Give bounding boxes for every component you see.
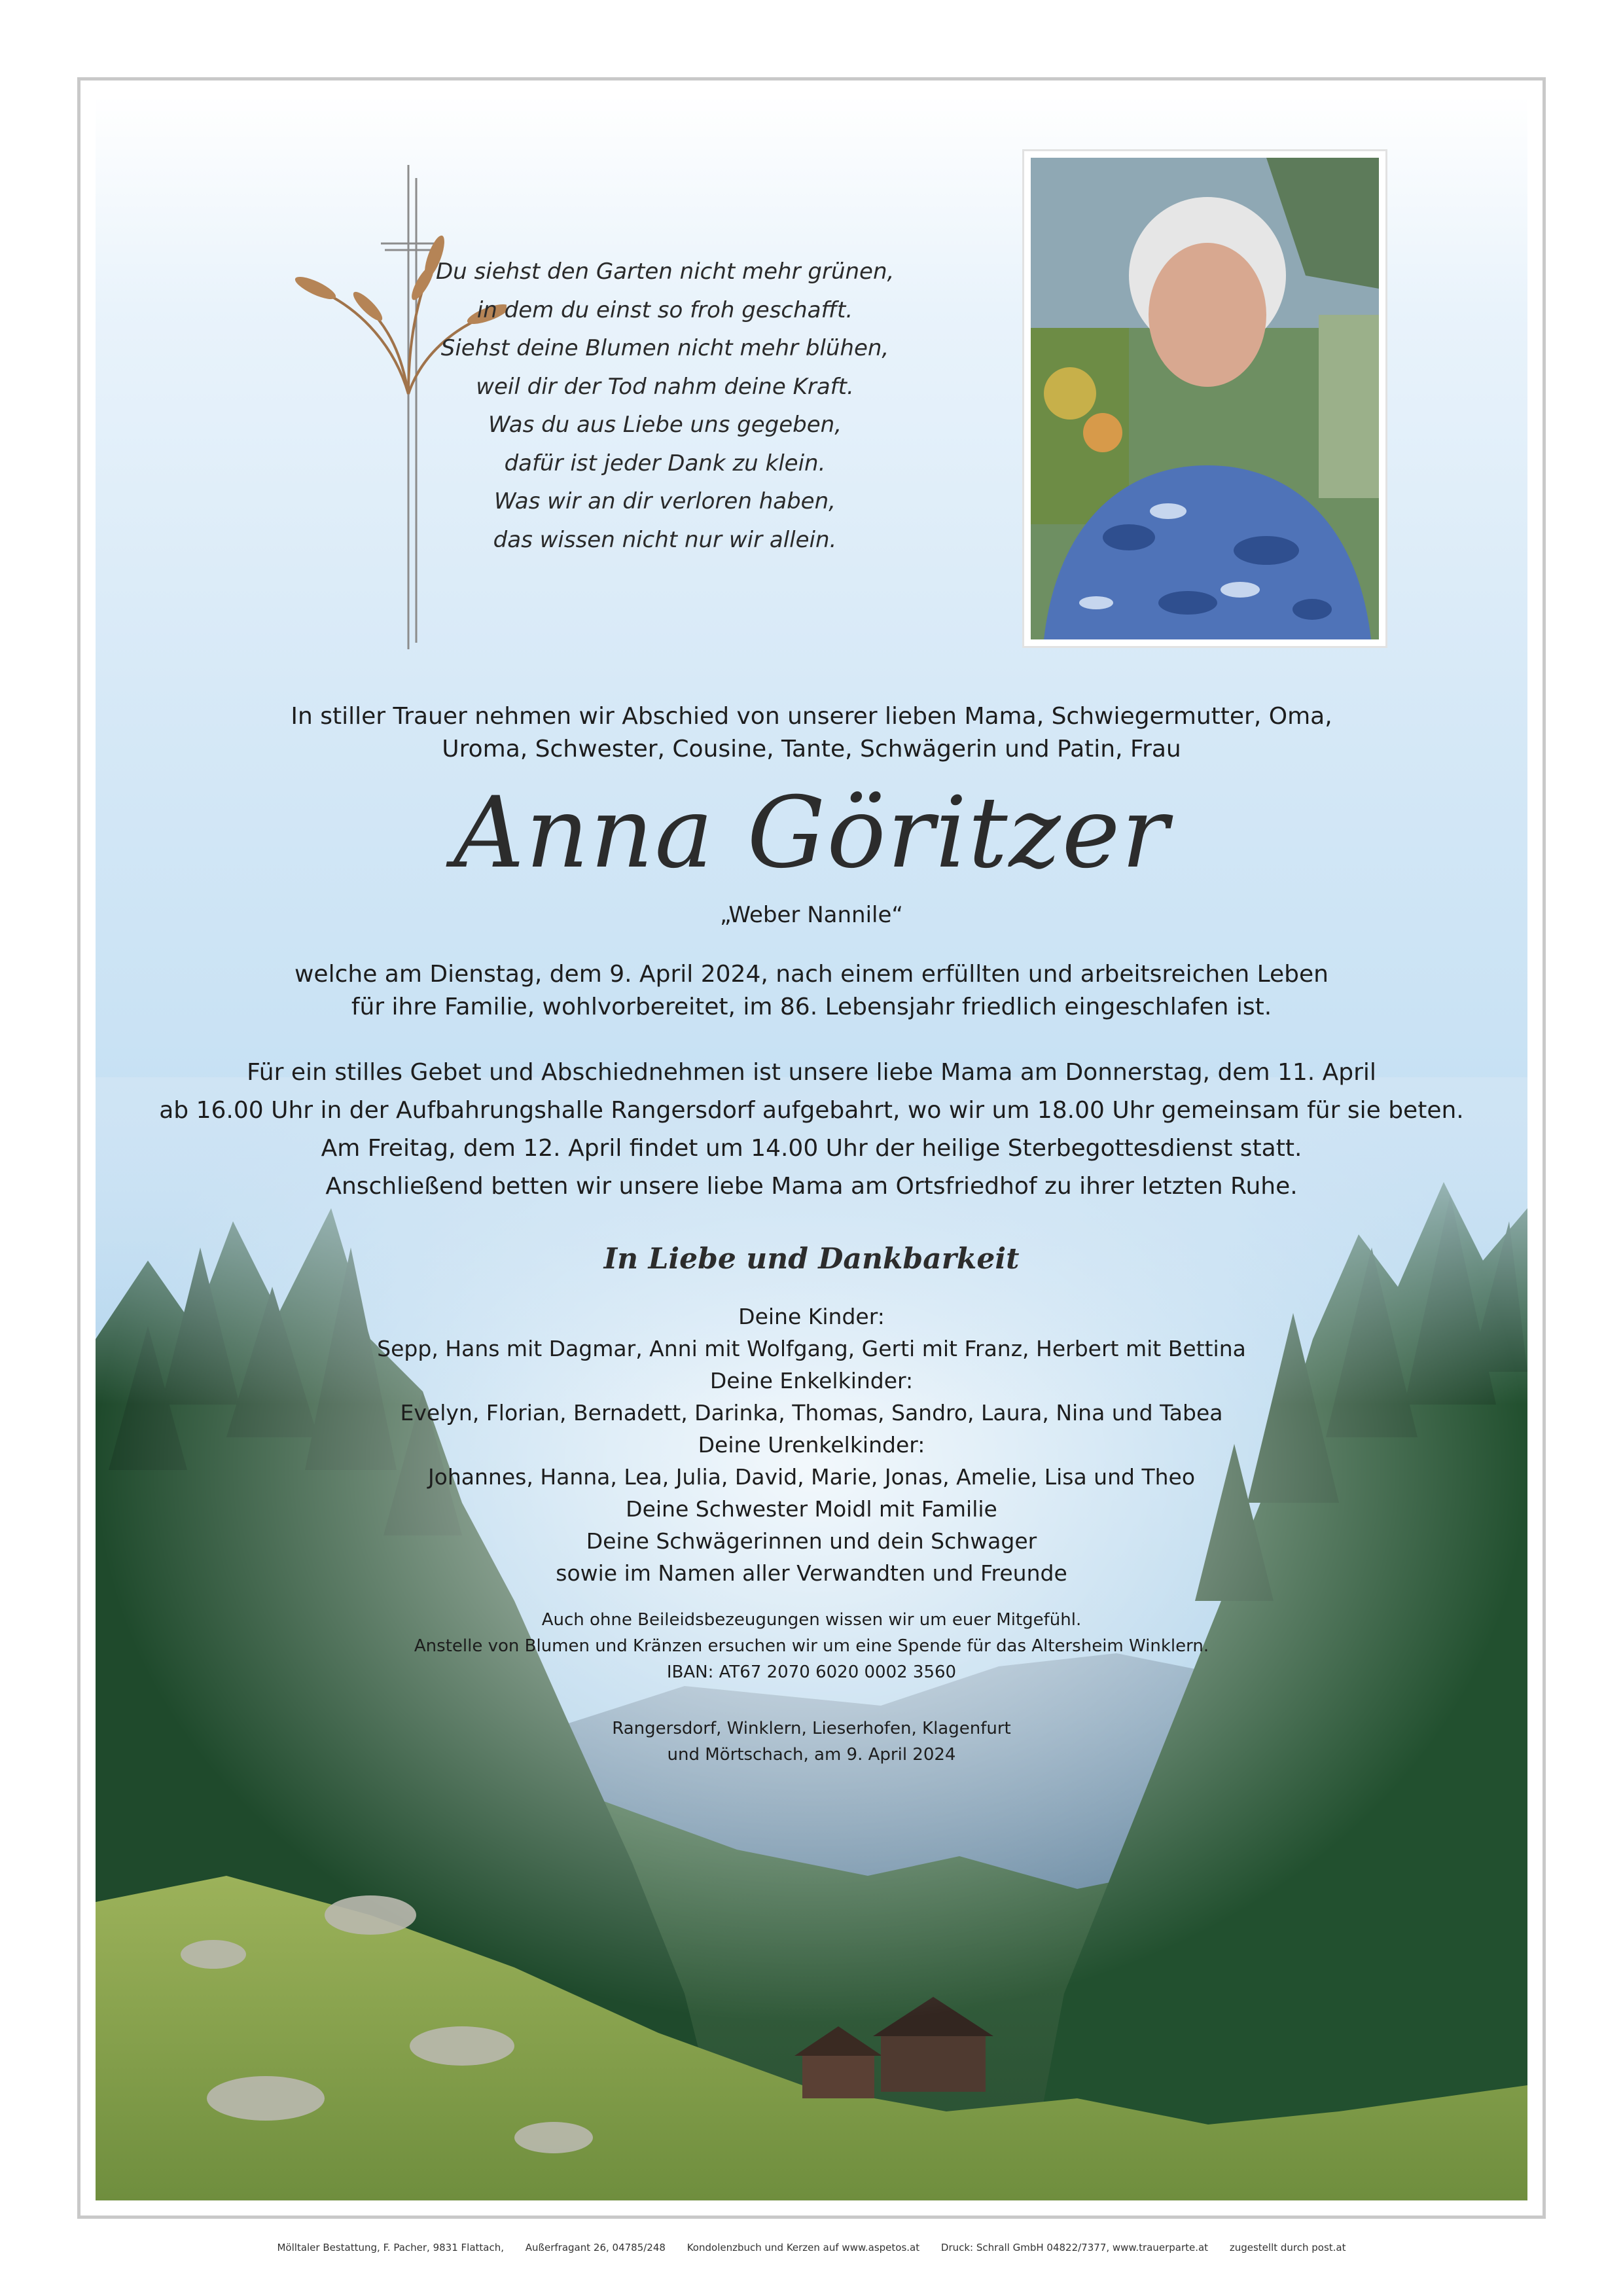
- ceremony-line: Am Freitag, dem 12. April findet um 14.00 Uhr der heilige Sterbegottesdienst statt.: [321, 1135, 1302, 1162]
- family-line: Evelyn, Florian, Bernadett, Darinka, Thomas, Sandro, Laura, Nina und Tabea: [400, 1400, 1223, 1426]
- poem-line: Siehst deine Blumen nicht mehr blühen,: [440, 335, 889, 361]
- note-line: Auch ohne Beileidsbezeugungen wissen wir um euer Mitgefühl.: [541, 1610, 1082, 1630]
- footer-item: Mölltaler Bestattung, F. Pacher, 9831 Flattach,: [277, 2242, 504, 2253]
- ceremony-line: Anschließend betten wir unsere liebe Mama am Ortsfriedhof zu ihrer letzten Ruhe.: [325, 1173, 1298, 1200]
- family-line: Deine Urenkelkinder:: [698, 1432, 925, 1458]
- family-line: Deine Schwägerinnen und dein Schwager: [586, 1528, 1037, 1554]
- footer-imprint: [0, 2242, 1623, 2253]
- ceremony-line: ab 16.00 Uhr in der Aufbahrungshalle Rangersdorf aufgebahrt, wo wir um 18.00 Uhr gemeinsam für sie beten.: [159, 1097, 1464, 1124]
- places-date-line: und Mörtschach, am 9. April 2024: [667, 1745, 956, 1765]
- footer-item: Außerfragant 26, 04785/248: [525, 2242, 666, 2253]
- footer-item: zugestellt durch post.at: [1229, 2242, 1346, 2253]
- poem-line: Du siehst den Garten nicht mehr grünen,: [436, 259, 895, 285]
- intro-line: Uroma, Schwester, Cousine, Tante, Schwägerin und Patin, Frau: [442, 736, 1181, 762]
- note-line: Anstelle von Blumen und Kränzen ersuchen wir um eine Spende für das Altersheim Winklern.: [414, 1636, 1209, 1656]
- family-line: Deine Kinder:: [738, 1304, 885, 1329]
- poem: [436, 253, 894, 559]
- death-notice-line: für ihre Familie, wohlvorbereitet, im 86. Lebensjahr friedlich eingeschlafen ist.: [351, 994, 1272, 1020]
- nickname: „Weber Nannile“: [719, 902, 904, 928]
- places-line: Rangersdorf, Winklern, Lieserhofen, Klagenfurt: [612, 1719, 1011, 1738]
- poem-line: das wissen nicht nur wir allein.: [493, 526, 837, 553]
- family-line: Deine Enkelkinder:: [709, 1368, 914, 1393]
- poem-line: dafür ist jeder Dank zu klein.: [504, 450, 826, 476]
- portrait-photo: [1031, 158, 1379, 639]
- poem-line: Was wir an dir verloren haben,: [494, 488, 836, 514]
- family-line: Sepp, Hans mit Dagmar, Anni mit Wolfgang, Gerti mit Franz, Herbert mit Bettina: [377, 1336, 1246, 1361]
- poem-line: Was du aus Liebe uns gegeben,: [488, 412, 842, 438]
- family-line: Deine Schwester Moidl mit Familie: [626, 1496, 997, 1522]
- ceremony-line: Für ein stilles Gebet und Abschiednehmen ist unsere liebe Mama am Donnerstag, dem 11. April: [247, 1059, 1376, 1086]
- poem-line: in dem du einst so froh geschafft.: [476, 296, 853, 323]
- iban-line: IBAN: AT67 2070 6020 0002 3560: [666, 1662, 957, 1682]
- footer-item: Druck: Schrall GmbH 04822/7377, www.trauerparte.at: [940, 2242, 1209, 2253]
- family-line: Johannes, Hanna, Lea, Julia, David, Marie, Jonas, Amelie, Lisa und Theo: [427, 1464, 1196, 1490]
- death-notice-line: welche am Dienstag, dem 9. April 2024, nach einem erfüllten und arbeitsreichen Leben: [294, 961, 1329, 988]
- intro-line: In stiller Trauer nehmen wir Abschied von unserer lieben Mama, Schwiegermutter, Oma,: [291, 703, 1332, 730]
- deceased-name: Anna Göritzer: [453, 776, 1170, 890]
- poem-line: weil dir der Tod nahm deine Kraft.: [476, 373, 854, 400]
- portrait-photo-frame: [1022, 149, 1387, 648]
- obituary-card: [96, 96, 1527, 2200]
- family-line: sowie im Namen aller Verwandten und Freunde: [556, 1560, 1067, 1586]
- closing-heading: In Liebe und Dankbarkeit: [603, 1242, 1020, 1276]
- footer-item: Kondolenzbuch und Kerzen auf www.aspetos.at: [687, 2242, 920, 2253]
